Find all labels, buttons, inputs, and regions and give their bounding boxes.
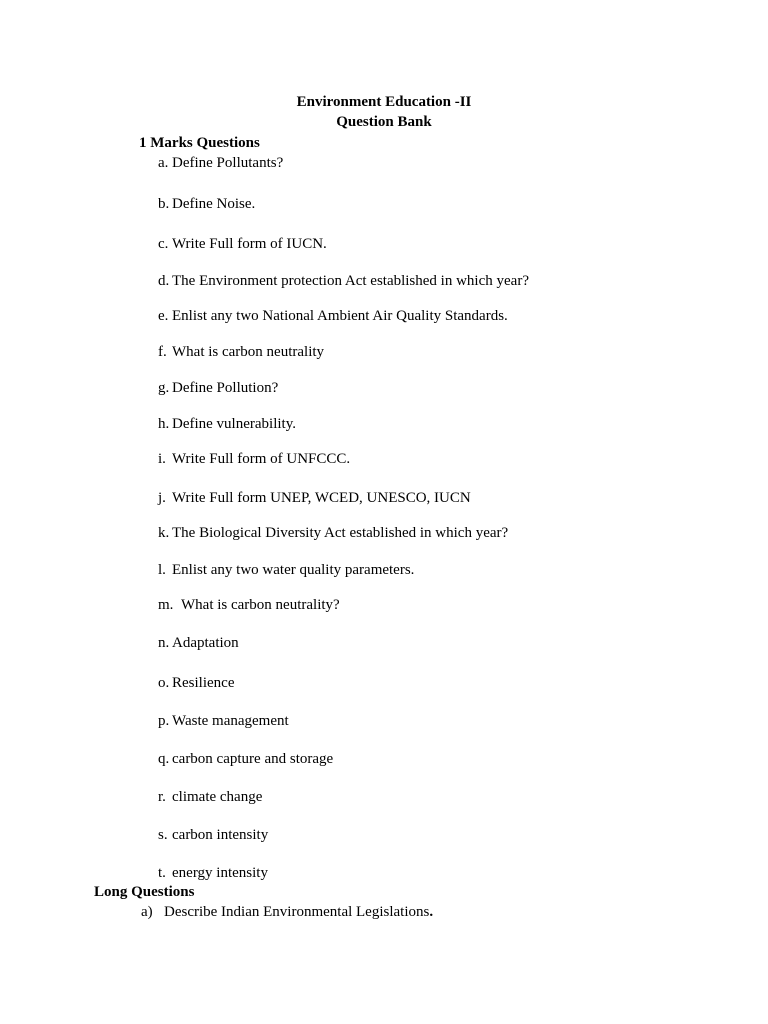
question-text: Define Pollutants? — [172, 155, 284, 171]
question-text: What is carbon neutrality — [172, 344, 325, 360]
question-item-j — [158, 488, 471, 508]
question-marker: q. — [158, 751, 170, 767]
question-item-g — [158, 378, 278, 398]
question-text: energy intensity — [172, 865, 268, 881]
question-marker: e. — [158, 308, 169, 324]
question-text: carbon intensity — [172, 827, 269, 843]
question-text: Define vulnerability. — [172, 416, 296, 432]
question-text: Enlist any two water quality parameters. — [172, 562, 415, 578]
question-item-t — [158, 863, 268, 883]
question-text: The Biological Diversity Act established in which year? — [172, 525, 509, 541]
question-text: Write Full form of UNFCCC. — [172, 451, 351, 467]
question-text: The Environment protection Act established in which year? — [172, 273, 529, 289]
question-item-k — [158, 523, 508, 543]
question-text: Adaptation — [172, 635, 239, 651]
question-text: Write Full form UNEP, WCED, UNESCO, IUCN — [172, 490, 471, 506]
question-item-d — [158, 271, 529, 291]
question-text: climate change — [172, 789, 263, 805]
question-marker: a. — [158, 155, 169, 171]
question-item-b — [158, 194, 255, 214]
question-marker: c. — [158, 236, 169, 252]
question-text: carbon capture and storage — [172, 751, 334, 767]
question-marker: l. — [158, 562, 166, 578]
question-marker: a) — [141, 904, 153, 920]
question-item-h — [158, 414, 296, 434]
question-item-c — [158, 234, 327, 254]
question-item-i — [158, 449, 350, 469]
question-marker: i. — [158, 451, 166, 467]
document-title: Environment Education -II — [296, 94, 472, 110]
question-text: What is carbon neutrality? — [181, 597, 340, 613]
question-marker: m. — [158, 597, 174, 613]
question-marker: h. — [158, 416, 170, 432]
question-text: Define Noise. — [172, 196, 256, 212]
question-text: Define Pollution? — [172, 380, 279, 396]
long-question-item-a — [141, 902, 433, 922]
question-text: Resilience — [172, 675, 235, 691]
question-item-s — [158, 825, 268, 845]
question-marker: t. — [158, 865, 166, 881]
question-marker: d. — [158, 273, 170, 289]
question-marker: r. — [158, 789, 166, 805]
question-item-n — [158, 633, 239, 653]
question-marker: p. — [158, 713, 170, 729]
question-marker: n. — [158, 635, 170, 651]
question-text: Enlist any two National Ambient Air Quality Standards. — [172, 308, 508, 324]
question-item-r — [158, 787, 262, 807]
question-item-q — [158, 749, 333, 769]
question-marker: s. — [158, 827, 168, 843]
question-item-m — [158, 595, 340, 615]
question-marker: b. — [158, 196, 170, 212]
question-marker: j. — [158, 490, 166, 506]
question-text: Write Full form of IUCN. — [172, 236, 327, 252]
question-item-f — [158, 342, 324, 362]
question-item-e — [158, 306, 508, 326]
question-text: Describe Indian Environmental Legislations — [164, 904, 430, 920]
long-questions-heading: Long Questions — [94, 884, 195, 900]
question-marker: o. — [158, 675, 170, 691]
question-item-l — [158, 560, 414, 580]
question-item-o — [158, 673, 234, 693]
question-trailing-period: . — [429, 904, 434, 920]
short-questions-heading: 1 Marks Questions — [139, 135, 260, 151]
question-text: Waste management — [172, 713, 289, 729]
question-item-a — [158, 153, 283, 173]
question-item-p — [158, 711, 289, 731]
question-marker: f. — [158, 344, 167, 360]
question-marker: k. — [158, 525, 170, 541]
document-subtitle: Question Bank — [336, 114, 432, 130]
question-marker: g. — [158, 380, 170, 396]
